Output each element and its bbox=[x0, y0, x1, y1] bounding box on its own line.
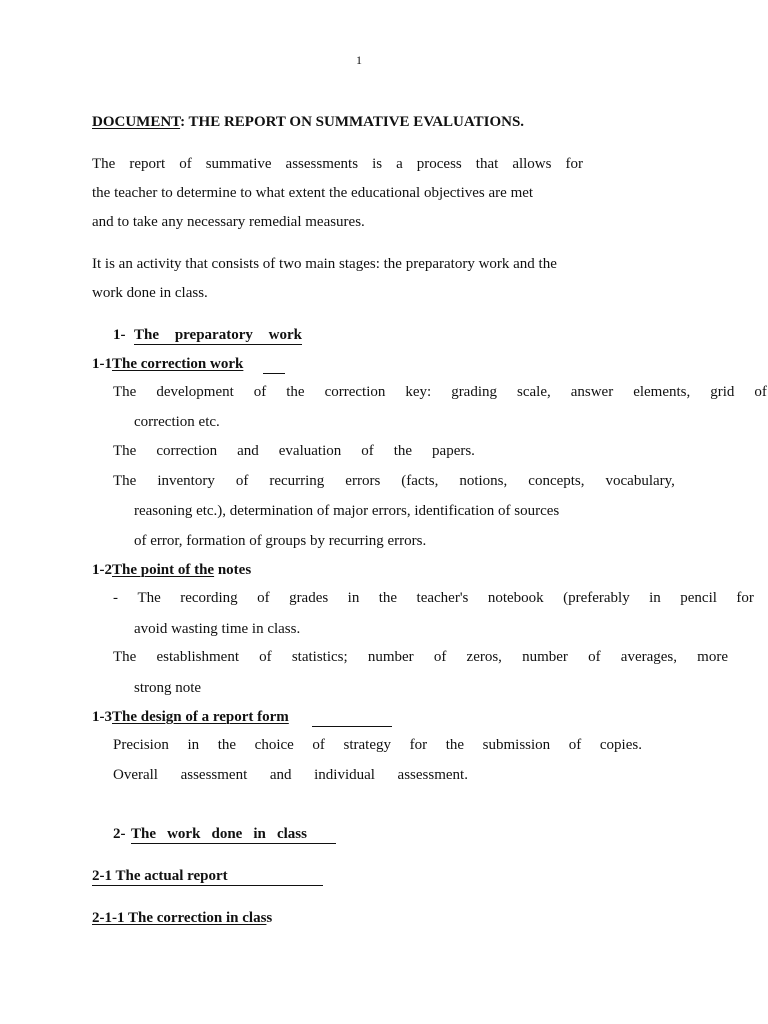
title-rest: : THE REPORT ON SUMMATIVE EVALUATIONS. bbox=[180, 114, 525, 130]
subsection-number: 1-3 bbox=[92, 709, 112, 725]
word: in bbox=[347, 590, 360, 606]
word: grading bbox=[451, 384, 498, 400]
section2-number: 2- bbox=[113, 826, 126, 842]
word: in bbox=[253, 826, 266, 842]
word: of bbox=[754, 384, 767, 400]
subsection-title-underlined: The point of the bbox=[112, 562, 215, 578]
word: the bbox=[286, 384, 305, 400]
word: errors bbox=[345, 473, 381, 489]
word: grid bbox=[710, 384, 735, 400]
intro-p1-line3: and to take any necessary remedial measures. bbox=[92, 214, 365, 230]
subsection-2-1-1-heading bbox=[92, 911, 272, 926]
word: a bbox=[396, 156, 403, 172]
s1-2-item1-line2: avoid wasting time in class. bbox=[134, 621, 301, 637]
word: inventory bbox=[157, 473, 215, 489]
s1-1-item3-line2: reasoning etc.), determination of major errors, identification of sources bbox=[134, 503, 560, 519]
word: report bbox=[129, 156, 166, 172]
word: The bbox=[137, 590, 161, 606]
word: averages, bbox=[620, 649, 677, 665]
subsection-number: 1-1 bbox=[92, 356, 112, 372]
word: grades bbox=[289, 590, 329, 606]
document-title bbox=[92, 115, 524, 130]
word: correction bbox=[156, 443, 218, 459]
s1-1-item2 bbox=[113, 444, 475, 459]
s1-1-item3-line3: of error, formation of groups by recurring errors. bbox=[134, 533, 427, 549]
s1-3-item2 bbox=[113, 768, 468, 783]
s1-2-item1-line1 bbox=[113, 591, 754, 606]
word: of bbox=[179, 156, 192, 172]
subsection-1-3-heading bbox=[92, 710, 289, 725]
section1-title bbox=[134, 328, 302, 345]
word: class bbox=[276, 826, 307, 842]
word: The bbox=[134, 327, 160, 343]
subsection-1-2-heading bbox=[92, 563, 251, 578]
word: recurring bbox=[269, 473, 325, 489]
section2-title bbox=[131, 827, 307, 842]
word: assessments bbox=[285, 156, 359, 172]
word: The bbox=[131, 826, 157, 842]
word: in bbox=[649, 590, 661, 606]
word: Overall bbox=[113, 767, 158, 783]
word: elements, bbox=[633, 384, 691, 400]
word: work bbox=[167, 826, 201, 842]
word: of bbox=[568, 737, 582, 753]
word: (preferably bbox=[563, 590, 630, 606]
word: zeros, bbox=[466, 649, 502, 665]
word: the bbox=[445, 737, 465, 753]
word: concepts, bbox=[528, 473, 585, 489]
subsection-number: 1-2 bbox=[92, 562, 112, 578]
word: The bbox=[113, 443, 137, 459]
word: strategy bbox=[343, 737, 391, 753]
word: The bbox=[113, 473, 137, 489]
word: of bbox=[588, 649, 601, 665]
word: number bbox=[367, 649, 414, 665]
word: the bbox=[217, 737, 237, 753]
title-underlined-part: DOCUMENT bbox=[92, 114, 181, 130]
s1-1-item1-line2: correction etc. bbox=[134, 414, 220, 430]
word: key: bbox=[405, 384, 432, 400]
word: notions, bbox=[459, 473, 508, 489]
s1-3-item1 bbox=[113, 738, 642, 753]
word: statistics; bbox=[291, 649, 348, 665]
word: evaluation bbox=[278, 443, 342, 459]
word: of bbox=[361, 443, 374, 459]
subsection-title-underlined: 2-1-1 The correction in clas bbox=[92, 910, 267, 926]
word: for bbox=[736, 590, 754, 606]
word: and bbox=[237, 443, 259, 459]
word: scale, bbox=[517, 384, 551, 400]
word: the bbox=[378, 590, 398, 606]
word: teacher's bbox=[416, 590, 469, 606]
page-number: 1 bbox=[356, 53, 362, 67]
word: assessment bbox=[180, 767, 248, 783]
word: notebook bbox=[487, 590, 544, 606]
intro-p2-line1: It is an activity that consists of two main stages: the preparatory work and the bbox=[92, 256, 557, 272]
s1-1-item3-line1 bbox=[113, 474, 675, 489]
word: establishment bbox=[156, 649, 239, 665]
subsection-2-1-underline bbox=[92, 885, 323, 886]
word: that bbox=[475, 156, 499, 172]
s1-1-item1-line1 bbox=[113, 385, 767, 400]
word: recording bbox=[180, 590, 238, 606]
word: (facts, bbox=[401, 473, 439, 489]
word: for bbox=[565, 156, 583, 172]
word: summative bbox=[205, 156, 272, 172]
word: and bbox=[269, 767, 292, 783]
intro-p2-line2: work done in class. bbox=[92, 285, 208, 301]
word: preparatory bbox=[174, 327, 253, 343]
heading-underline-tail bbox=[312, 726, 392, 727]
s1-2-item2-line1 bbox=[113, 650, 728, 665]
word: work bbox=[268, 327, 302, 343]
subsection-title: The design of a report form bbox=[112, 709, 289, 725]
word: pencil bbox=[680, 590, 717, 606]
word: correction bbox=[324, 384, 386, 400]
word: vocabulary, bbox=[605, 473, 675, 489]
word: development bbox=[156, 384, 234, 400]
word: done bbox=[211, 826, 243, 842]
word: choice bbox=[254, 737, 294, 753]
subsection-title-rest: notes bbox=[214, 562, 252, 578]
word: individual bbox=[314, 767, 375, 783]
word: process bbox=[416, 156, 462, 172]
word: The bbox=[113, 649, 137, 665]
word: submission bbox=[482, 737, 551, 753]
section1-number: 1- bbox=[113, 327, 126, 343]
bullet-dash: - bbox=[113, 590, 118, 606]
word: of bbox=[235, 473, 249, 489]
word: number bbox=[522, 649, 568, 665]
s1-2-item2-line2: strong note bbox=[134, 680, 202, 696]
word: of bbox=[253, 384, 267, 400]
word: of bbox=[433, 649, 447, 665]
subsection-title: The correction work bbox=[112, 356, 244, 372]
word: answer bbox=[570, 384, 614, 400]
word: is bbox=[372, 156, 383, 172]
subsection-1-1-heading bbox=[92, 357, 243, 372]
subsection-2-1-heading: 2-1 The actual report bbox=[92, 868, 228, 884]
word: of bbox=[259, 649, 272, 665]
word: allows bbox=[512, 156, 552, 172]
word: Precision bbox=[113, 737, 169, 753]
section2-underline bbox=[131, 843, 336, 844]
word: for bbox=[409, 737, 428, 753]
word: papers. bbox=[432, 443, 475, 459]
word: the bbox=[393, 443, 413, 459]
intro-p1-line2: the teacher to determine to what extent the educational objectives are met bbox=[92, 185, 534, 201]
word: assessment. bbox=[397, 767, 468, 783]
word: copies. bbox=[599, 737, 642, 753]
word: The bbox=[92, 156, 116, 172]
word: more bbox=[697, 649, 728, 665]
subsection-title-rest: s bbox=[266, 910, 273, 926]
heading-underline-tail bbox=[263, 373, 285, 374]
word: of bbox=[312, 737, 325, 753]
word: of bbox=[257, 590, 270, 606]
word: in bbox=[187, 737, 200, 753]
word: The bbox=[113, 384, 137, 400]
intro-p1-line1 bbox=[92, 157, 583, 172]
